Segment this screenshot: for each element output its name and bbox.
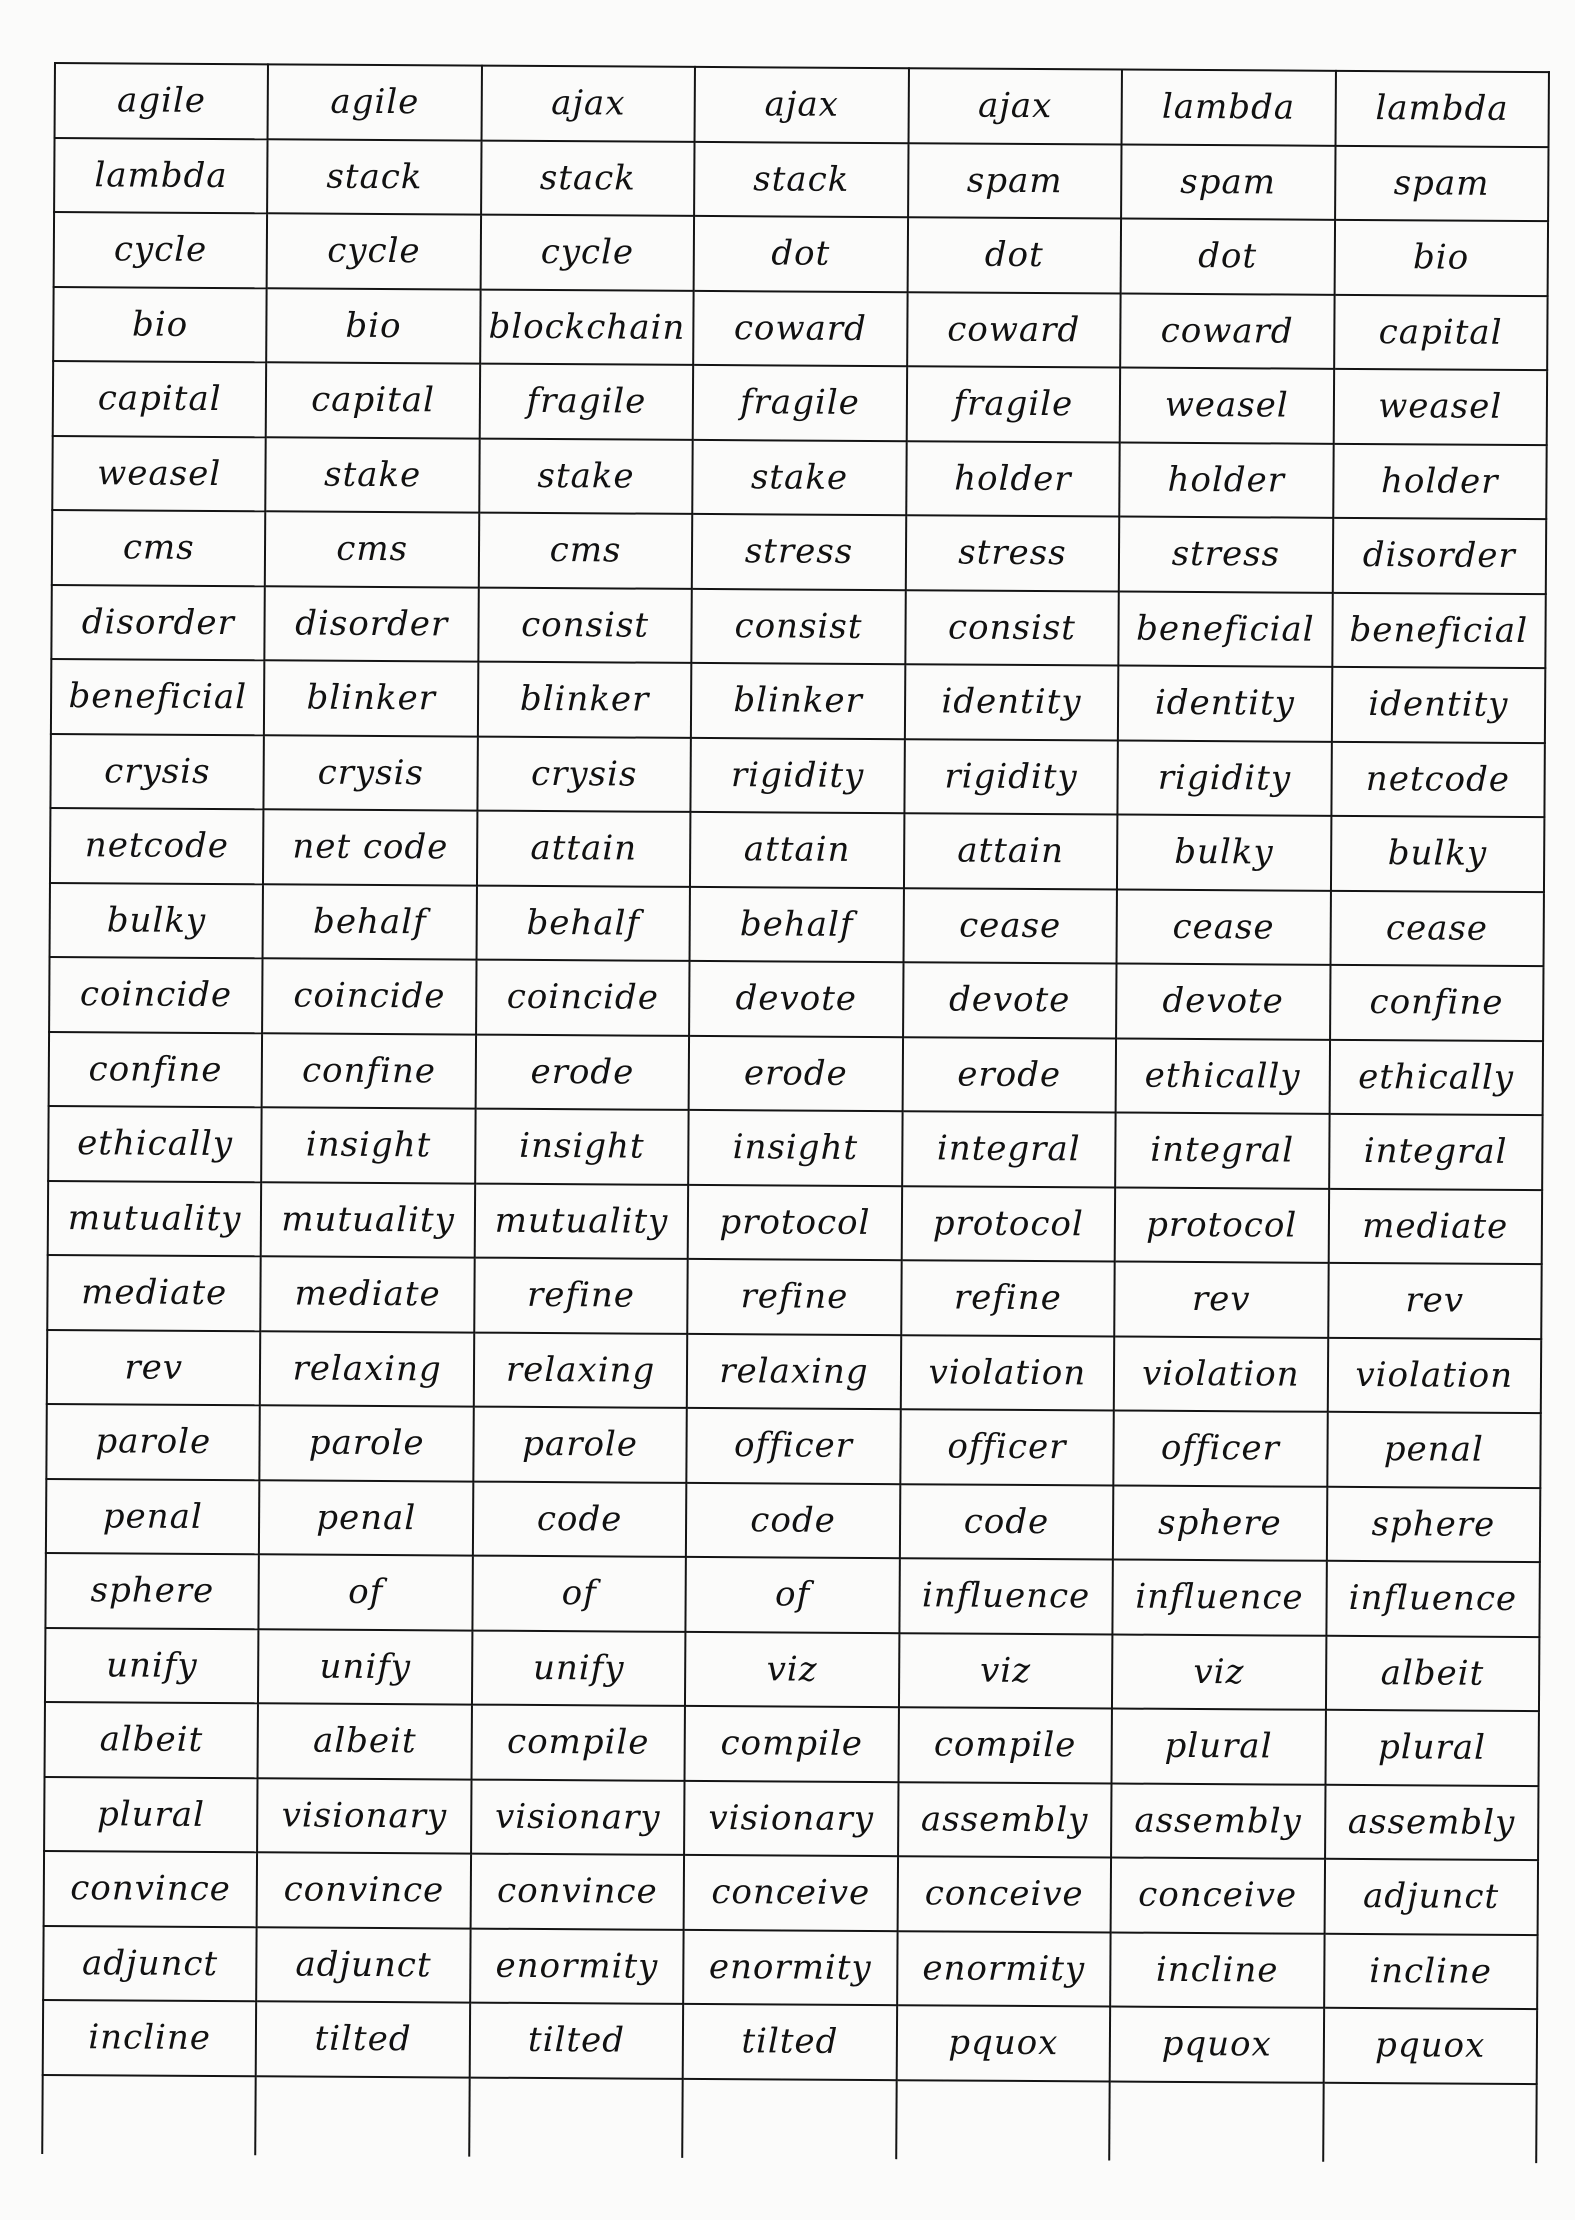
table-row	[51, 584, 1545, 668]
word-cell: bulky	[1117, 815, 1331, 891]
table-row	[53, 361, 1547, 445]
word-cell: penal	[1327, 1412, 1541, 1488]
word-cell: visionary	[257, 1778, 471, 1854]
table-row	[50, 808, 1544, 892]
word-cell: ethically	[1329, 1039, 1543, 1115]
word-cell: rigidity	[1118, 740, 1332, 816]
word-cell: weasel	[1120, 368, 1334, 444]
word-cell: conceive	[1111, 1857, 1325, 1933]
table-row	[46, 1404, 1540, 1488]
word-cell: visionary	[471, 1779, 685, 1855]
table-row	[47, 1255, 1541, 1339]
word-cell: officer	[1113, 1410, 1327, 1486]
word-cell: fragile	[906, 366, 1120, 442]
word-cell: behalf	[263, 884, 477, 960]
word-cell: dot	[694, 216, 908, 292]
word-cell: stake	[266, 437, 480, 513]
word-cell: identity	[1331, 667, 1545, 743]
table-row	[44, 1851, 1538, 1935]
word-cell: bio	[53, 287, 267, 363]
word-cell: holder	[906, 441, 1120, 517]
word-cell: code	[473, 1481, 687, 1557]
word-cell: viz	[899, 1633, 1113, 1709]
word-cell: coincide	[49, 957, 263, 1033]
word-cell: stack	[268, 139, 482, 215]
table-row	[53, 287, 1547, 371]
word-cell: consist	[478, 587, 692, 663]
word-cell: protocol	[1115, 1187, 1329, 1263]
word-cell: rev	[1328, 1263, 1542, 1339]
word-cell: insight	[262, 1107, 476, 1183]
word-cell: ajax	[695, 67, 909, 143]
word-cell: conceive	[897, 1856, 1111, 1932]
word-cell: sphere	[1326, 1486, 1540, 1562]
word-cell: enormity	[897, 1931, 1111, 2007]
word-cell: blinker	[691, 663, 905, 739]
word-cell: rev	[1114, 1262, 1328, 1338]
word-cell: blinker	[264, 660, 478, 736]
word-cell: netcode	[1331, 741, 1545, 817]
word-cell: agile	[55, 63, 269, 139]
word-cell: unify	[45, 1627, 259, 1703]
word-cell: agile	[268, 64, 482, 140]
word-cell: of	[686, 1557, 900, 1633]
word-cell: of	[472, 1556, 686, 1632]
word-cell: integral	[1329, 1114, 1543, 1190]
word-cell: capital	[266, 362, 480, 438]
word-cell: stack	[481, 140, 695, 216]
word-cell: unify	[472, 1630, 686, 1706]
word-grid-table	[41, 62, 1550, 2163]
word-cell: pquox	[1110, 2006, 1324, 2082]
word-cell: mediate	[261, 1256, 475, 1332]
word-cell: attain	[477, 811, 691, 887]
word-cell: compile	[898, 1707, 1112, 1783]
word-cell: violation	[900, 1335, 1114, 1411]
word-cell: spam	[1121, 144, 1335, 220]
word-cell: cycle	[267, 213, 481, 289]
word-grid-body	[42, 63, 1549, 2163]
word-cell	[896, 2080, 1110, 2160]
word-cell: rigidity	[904, 739, 1118, 815]
word-cell: netcode	[50, 808, 264, 884]
word-cell: devote	[1116, 964, 1330, 1040]
word-cell: identity	[1118, 666, 1332, 742]
word-cell: devote	[903, 962, 1117, 1038]
word-cell: relaxing	[260, 1331, 474, 1407]
word-cell: influence	[1113, 1559, 1327, 1635]
word-cell: adjunct	[257, 1927, 471, 2003]
table-row	[49, 957, 1543, 1041]
word-cell	[1109, 2081, 1323, 2161]
table-row	[46, 1478, 1540, 1562]
word-cell: dot	[907, 217, 1121, 293]
table-row	[43, 2000, 1537, 2084]
word-cell: mutuality	[48, 1180, 262, 1256]
word-cell: stress	[1119, 517, 1333, 593]
word-cell: capital	[1334, 294, 1548, 370]
word-cell: lambda	[1335, 71, 1549, 147]
word-cell: relaxing	[474, 1332, 688, 1408]
word-cell: beneficial	[1332, 592, 1546, 668]
word-cell: cease	[1117, 889, 1331, 965]
word-cell: of	[259, 1554, 473, 1630]
word-cell: stake	[693, 439, 907, 515]
table-row	[48, 1180, 1542, 1264]
table-row	[54, 212, 1548, 296]
word-cell: protocol	[688, 1184, 902, 1260]
word-cell: cycle	[480, 215, 694, 291]
word-cell: albeit	[258, 1703, 472, 1779]
word-cell: cease	[903, 888, 1117, 964]
word-cell: compile	[685, 1706, 899, 1782]
word-cell: refine	[688, 1259, 902, 1335]
word-cell: confine	[1330, 965, 1544, 1041]
word-cell: coincide	[476, 960, 690, 1036]
word-cell: officer	[687, 1408, 901, 1484]
table-row	[51, 659, 1545, 743]
word-cell: plural	[44, 1776, 258, 1852]
word-cell: rev	[47, 1329, 261, 1405]
word-cell: stake	[479, 438, 693, 514]
word-cell: ajax	[908, 68, 1122, 144]
word-cell: incline	[1110, 1932, 1324, 2008]
word-cell	[469, 2077, 683, 2157]
word-cell: violation	[1327, 1337, 1541, 1413]
word-cell: integral	[1115, 1113, 1329, 1189]
word-cell: fragile	[480, 364, 694, 440]
table-row	[42, 2074, 1536, 2162]
word-cell: parole	[473, 1407, 687, 1483]
word-cell: stress	[692, 514, 906, 590]
word-cell: mediate	[1328, 1188, 1542, 1264]
word-cell: bulky	[1330, 816, 1544, 892]
word-cell: attain	[690, 812, 904, 888]
word-cell: behalf	[690, 886, 904, 962]
word-cell: code	[686, 1482, 900, 1558]
word-cell: adjunct	[1324, 1859, 1538, 1935]
word-cell: cms	[265, 511, 479, 587]
word-cell: assembly	[1325, 1784, 1539, 1860]
word-cell: blockchain	[480, 289, 694, 365]
word-cell: integral	[902, 1111, 1116, 1187]
word-cell: cease	[1330, 890, 1544, 966]
table-row	[45, 1553, 1539, 1637]
word-cell: sphere	[1113, 1485, 1327, 1561]
word-cell: officer	[900, 1409, 1114, 1485]
word-cell: pquox	[1323, 2008, 1537, 2084]
table-row	[50, 733, 1544, 817]
word-cell: disorder	[1332, 518, 1546, 594]
word-cell: incline	[43, 2000, 257, 2076]
word-cell: coward	[1120, 293, 1334, 369]
table-row	[44, 1776, 1538, 1860]
word-cell: crysis	[477, 736, 691, 812]
word-cell: parole	[46, 1404, 260, 1480]
word-cell: viz	[685, 1631, 899, 1707]
word-cell: penal	[46, 1478, 260, 1554]
word-cell	[1323, 2082, 1537, 2162]
word-cell: violation	[1114, 1336, 1328, 1412]
word-cell: coward	[693, 290, 907, 366]
word-cell: stack	[694, 141, 908, 217]
word-cell: confine	[262, 1033, 476, 1109]
word-cell: mutuality	[261, 1182, 475, 1258]
word-cell: blinker	[478, 662, 692, 738]
word-cell: visionary	[684, 1780, 898, 1856]
word-cell: net code	[263, 809, 477, 885]
word-cell: cycle	[54, 212, 268, 288]
word-cell: consist	[905, 590, 1119, 666]
word-cell: parole	[260, 1405, 474, 1481]
word-cell: weasel	[1333, 369, 1547, 445]
word-cell: assembly	[1111, 1783, 1325, 1859]
word-cell: bio	[267, 288, 481, 364]
word-cell: enormity	[470, 1928, 684, 2004]
word-cell: refine	[474, 1258, 688, 1334]
table-row	[55, 63, 1549, 147]
word-cell: spam	[908, 143, 1122, 219]
table-row	[52, 435, 1546, 519]
word-cell: crysis	[50, 733, 264, 809]
word-cell: convince	[470, 1854, 684, 1930]
word-cell: devote	[689, 961, 903, 1037]
word-cell: incline	[1324, 1933, 1538, 2009]
word-cell: assembly	[898, 1782, 1112, 1858]
word-cell: coward	[907, 292, 1121, 368]
word-cell: plural	[1325, 1710, 1539, 1786]
word-cell: cms	[52, 510, 266, 586]
word-cell: erode	[689, 1035, 903, 1111]
word-cell: ajax	[481, 66, 695, 142]
word-cell: convince	[257, 1852, 471, 1928]
word-cell: relaxing	[687, 1333, 901, 1409]
word-cell: insight	[688, 1110, 902, 1186]
table-row	[50, 882, 1544, 966]
word-cell: bulky	[50, 882, 264, 958]
word-cell: cms	[479, 513, 693, 589]
word-cell: lambda	[1122, 70, 1336, 146]
word-cell: adjunct	[43, 1925, 257, 2001]
word-cell	[256, 2076, 470, 2156]
word-cell: penal	[259, 1480, 473, 1556]
word-cell: compile	[471, 1705, 685, 1781]
word-cell: unify	[258, 1629, 472, 1705]
word-cell: lambda	[54, 138, 268, 214]
word-cell: rigidity	[691, 737, 905, 813]
word-cell: dot	[1121, 219, 1335, 295]
table-row	[48, 1106, 1542, 1190]
table-row	[49, 1031, 1543, 1115]
word-cell: spam	[1335, 145, 1549, 221]
word-cell: holder	[1333, 443, 1547, 519]
word-cell: code	[900, 1484, 1114, 1560]
word-cell: mutuality	[475, 1183, 689, 1259]
word-cell: erode	[902, 1037, 1116, 1113]
word-cell: convince	[44, 1851, 258, 1927]
word-cell: attain	[904, 813, 1118, 889]
table-row	[54, 138, 1548, 222]
word-cell: influence	[1326, 1561, 1540, 1637]
word-cell: sphere	[45, 1553, 259, 1629]
word-cell: identity	[905, 664, 1119, 740]
table-row	[47, 1329, 1541, 1413]
word-cell	[682, 2078, 896, 2158]
word-cell: beneficial	[51, 659, 265, 735]
word-cell: consist	[692, 588, 906, 664]
word-cell: disorder	[265, 586, 479, 662]
word-cell	[42, 2074, 256, 2154]
word-cell: plural	[1112, 1708, 1326, 1784]
word-cell: insight	[475, 1109, 689, 1185]
word-cell: confine	[49, 1031, 263, 1107]
word-cell: ethically	[48, 1106, 262, 1182]
word-cell: tilted	[256, 2001, 470, 2077]
table-row	[43, 1925, 1537, 2009]
word-cell: mediate	[47, 1255, 261, 1331]
word-cell: holder	[1119, 442, 1333, 518]
word-cell: pquox	[896, 2005, 1110, 2081]
word-cell: albeit	[1325, 1635, 1539, 1711]
word-cell: stress	[905, 515, 1119, 591]
word-cell: refine	[901, 1260, 1115, 1336]
word-cell: ethically	[1116, 1038, 1330, 1114]
word-cell: protocol	[901, 1186, 1115, 1262]
word-cell: weasel	[52, 435, 266, 511]
word-cell: behalf	[476, 885, 690, 961]
word-cell: crysis	[264, 735, 478, 811]
word-cell: fragile	[693, 365, 907, 441]
table-row	[45, 1627, 1539, 1711]
word-cell: capital	[53, 361, 267, 437]
word-cell: beneficial	[1118, 591, 1332, 667]
word-cell: tilted	[470, 2003, 684, 2079]
word-cell: viz	[1112, 1634, 1326, 1710]
table-row	[52, 510, 1546, 594]
word-cell: albeit	[45, 1702, 259, 1778]
table-row	[45, 1702, 1539, 1786]
word-cell: tilted	[683, 2004, 897, 2080]
word-cell: erode	[475, 1034, 689, 1110]
word-cell: conceive	[684, 1855, 898, 1931]
word-cell: bio	[1334, 220, 1548, 296]
word-cell: influence	[899, 1558, 1113, 1634]
word-cell: coincide	[262, 958, 476, 1034]
word-cell: disorder	[51, 584, 265, 660]
word-cell: enormity	[683, 1929, 897, 2005]
